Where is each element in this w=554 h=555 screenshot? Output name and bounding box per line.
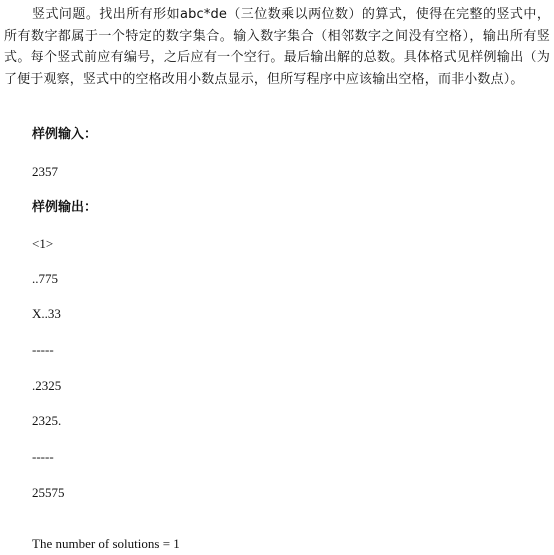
sample-output-heading: 样例输出： (32, 200, 98, 215)
multiplicand-line: ..775 (32, 271, 58, 286)
solution-count-line: The number of solutions = 1 (32, 536, 180, 551)
separator-line: ----- (32, 342, 54, 357)
problem-description: 竖式问题。找出所有形如abc*de（三位数乘以两位数）的算式，使得在完整的竖式中，所有数字都属于一个特定的数字集合。输入数字集合（相邻数字之间没有空格），输出所有竖式。每个竖式前应有编号，之后应有一个空行。最后输出解的总数。具体格式见样例输出（为了便于观察，竖式中的空格改用小数点显示，但所写程序中应该输出空格，而非小数点）。 (4, 7, 550, 87)
sample-input-heading: 样例输入： (32, 127, 98, 142)
partial-product-line: .2325 (32, 378, 62, 393)
separator-line: ----- (32, 449, 54, 464)
partial-product-line: 2325. (32, 413, 62, 428)
solution-number: <1> (32, 236, 54, 251)
multiplier-line: X..33 (32, 306, 61, 321)
sample-input-value: 2357 (32, 164, 58, 179)
product-line: 25575 (32, 485, 65, 500)
